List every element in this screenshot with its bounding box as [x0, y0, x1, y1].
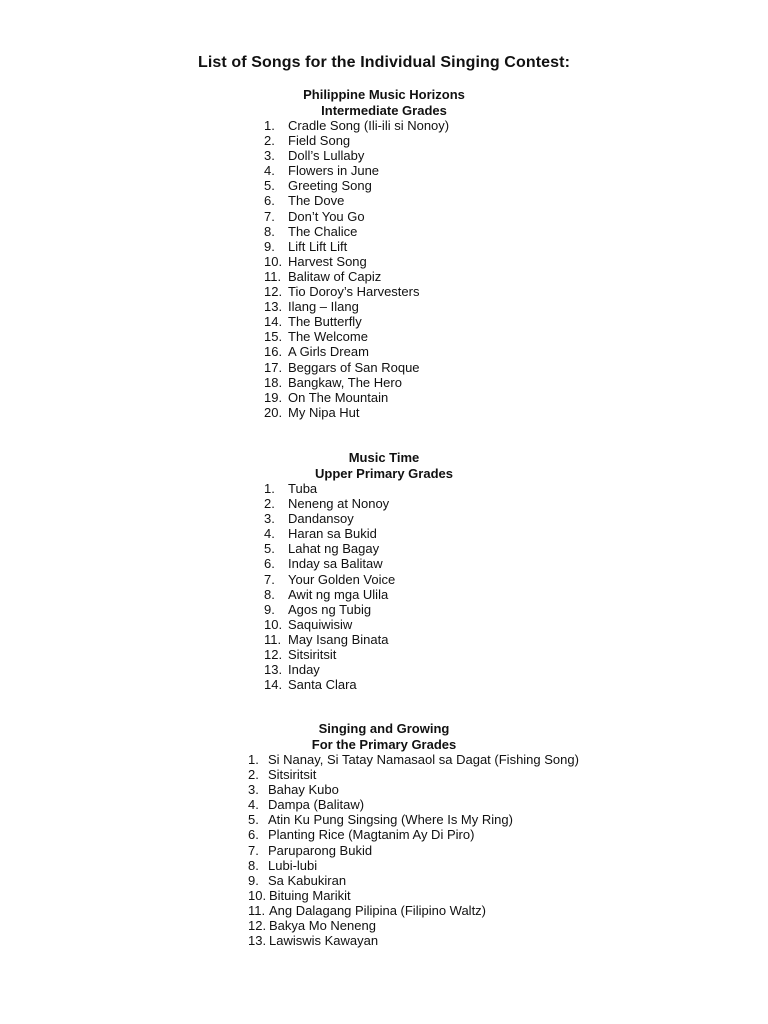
list-item-number: 3.	[264, 511, 275, 527]
list-item-number: 19.	[264, 389, 283, 405]
list-item-song-title: Field Song	[288, 133, 351, 149]
list-item-song-title: Awit ng mga Ulila	[288, 586, 389, 602]
list-item-song-title: My Nipa Hut	[288, 404, 360, 420]
list-item-number: 11.	[248, 902, 266, 918]
list-item-number: 12.	[248, 918, 267, 934]
song-list	[264, 118, 504, 420]
list-item	[264, 526, 504, 541]
list-item	[248, 782, 648, 797]
list-item-song-title: Bahay Kubo	[268, 782, 339, 798]
list-item	[264, 405, 504, 420]
list-item-number: 17.	[264, 359, 283, 375]
list-item-song-title: Cradle Song (Ili-ili si Nonoy)	[288, 118, 450, 133]
list-item-song-title: Si Nanay, Si Tatay Namasaol sa Dagat (Fishing Song)	[268, 752, 579, 767]
list-item-song-title: Beggars of San Roque	[288, 359, 420, 375]
list-item-song-title: Ang Dalagang Pilipina (Filipino Waltz)	[269, 902, 487, 918]
list-item-song-title: The Chalice	[288, 223, 358, 239]
list-item-song-title: Bituing Marikit	[269, 887, 351, 903]
list-item	[248, 903, 648, 918]
section-singing-and-growing	[248, 721, 648, 948]
list-item	[264, 118, 504, 133]
list-item	[264, 360, 504, 375]
list-item-song-title: Harvest Song	[288, 253, 367, 269]
list-item	[264, 541, 504, 556]
list-item-song-title: Santa Clara	[288, 677, 357, 693]
list-item-number: 1.	[264, 118, 275, 133]
section-heading-line2: Upper Primary Grades	[314, 465, 453, 481]
list-item	[264, 314, 504, 329]
list-item-song-title: Dandansoy	[288, 511, 354, 527]
list-item-number: 5.	[248, 812, 259, 828]
list-item-number: 13.	[248, 933, 267, 949]
list-item	[264, 390, 504, 405]
list-item-number: 8.	[248, 857, 259, 873]
list-item-number: 5.	[264, 178, 275, 194]
list-item-number: 2.	[248, 767, 259, 783]
list-item-song-title: Lahat ng Bagay	[288, 541, 380, 557]
list-item-song-title: Bakya Mo Neneng	[269, 918, 376, 934]
list-item-number: 18.	[264, 374, 283, 390]
list-item-number: 9.	[264, 238, 275, 254]
list-item	[264, 284, 504, 299]
list-item	[264, 344, 504, 359]
list-item-song-title: Atin Ku Pung Singsing (Where Is My Ring)	[268, 812, 513, 828]
list-item-song-title: Lubi-lubi	[268, 857, 318, 873]
list-item-number: 5.	[264, 541, 275, 557]
list-item-number: 6.	[248, 827, 259, 843]
list-item-number: 15.	[264, 329, 283, 345]
list-item	[264, 375, 504, 390]
list-item	[248, 752, 648, 767]
list-item-song-title: Saquiwisiw	[288, 616, 353, 632]
list-item-number: 7.	[264, 571, 275, 587]
list-item-number: 3.	[264, 148, 275, 164]
document-title: List of Songs for the Individual Singing Contest:	[198, 54, 570, 71]
list-item-number: 14.	[264, 677, 283, 693]
list-item-number: 8.	[264, 586, 275, 602]
list-item	[248, 843, 648, 858]
list-item-song-title: A Girls Dream	[288, 344, 369, 360]
list-item-number: 9.	[264, 601, 275, 617]
list-item-number: 12.	[264, 284, 283, 300]
list-item	[264, 239, 504, 254]
list-item-number: 6.	[264, 193, 275, 209]
list-item-song-title: Don’t You Go	[288, 208, 365, 224]
list-item-number: 1.	[248, 752, 259, 767]
section-music-time	[264, 450, 504, 692]
list-item-song-title: Tio Doroy’s Harvesters	[288, 284, 420, 300]
list-item-song-title: Doll’s Lullaby	[288, 148, 365, 164]
list-item-number: 14.	[264, 314, 283, 330]
list-item	[264, 496, 504, 511]
list-item	[264, 677, 504, 692]
list-item-song-title: May Isang Binata	[288, 631, 389, 647]
list-item-song-title: Balitaw of Capiz	[288, 268, 382, 284]
section-heading	[264, 87, 504, 118]
list-item-song-title: Inday sa Balitaw	[288, 556, 383, 572]
list-item	[264, 647, 504, 662]
list-item-song-title: The Welcome	[288, 329, 368, 345]
list-item	[248, 858, 648, 873]
list-item-number: 4.	[248, 797, 259, 813]
section-heading	[248, 721, 520, 752]
list-item-song-title: Paruparong Bukid	[268, 842, 373, 858]
list-item	[264, 178, 504, 193]
list-item-song-title: Neneng at Nonoy	[288, 496, 390, 512]
list-item	[264, 572, 504, 587]
list-item	[264, 511, 504, 526]
list-item	[264, 193, 504, 208]
list-item-song-title: On The Mountain	[288, 389, 389, 405]
list-item-number: 8.	[264, 223, 275, 239]
list-item	[264, 481, 504, 496]
list-item-number: 7.	[248, 842, 259, 858]
list-item-song-title: Agos ng Tubig	[288, 601, 372, 617]
section-heading	[264, 450, 504, 481]
list-item-number: 10.	[264, 253, 283, 269]
list-item	[264, 329, 504, 344]
list-item-song-title: Ilang – Ilang	[288, 299, 359, 315]
section-heading-line1: Philippine Music Horizons	[303, 87, 465, 102]
list-item-number: 13.	[264, 299, 283, 315]
list-item	[248, 888, 648, 903]
list-item	[264, 269, 504, 284]
list-item-song-title: Your Golden Voice	[288, 571, 396, 587]
list-item-song-title: Planting Rice (Magtanim Ay Di Piro)	[268, 827, 475, 843]
list-item	[264, 556, 504, 571]
list-item-song-title: Tuba	[288, 481, 318, 496]
list-item-number: 11.	[264, 631, 282, 647]
list-item-number: 10.	[264, 616, 283, 632]
list-item	[248, 873, 648, 888]
list-item	[248, 767, 648, 782]
list-item-song-title: Flowers in June	[288, 163, 380, 179]
list-item	[264, 209, 504, 224]
list-item-song-title: Dampa (Balitaw)	[268, 797, 365, 813]
list-item	[264, 133, 504, 148]
list-item	[248, 797, 648, 812]
list-item-number: 16.	[264, 344, 283, 360]
list-item-song-title: Greeting Song	[288, 178, 372, 194]
list-item-song-title: Lift Lift Lift	[288, 238, 348, 254]
list-item	[248, 918, 648, 933]
list-item	[264, 602, 504, 617]
list-item-number: 10.	[248, 887, 267, 903]
list-item-song-title: Haran sa Bukid	[288, 526, 377, 542]
song-list	[248, 752, 648, 948]
list-item	[248, 933, 648, 948]
section-heading-line2: Intermediate Grades	[321, 102, 447, 118]
section-heading-line2: For the Primary Grades	[311, 736, 457, 752]
list-item	[264, 299, 504, 314]
list-item-song-title: Sitsiritsit	[288, 647, 337, 663]
list-item-song-title: Bangkaw, The Hero	[288, 374, 402, 390]
list-item-number: 11.	[264, 268, 282, 284]
list-item	[264, 163, 504, 178]
list-item	[264, 632, 504, 647]
list-item	[264, 617, 504, 632]
list-item-number: 4.	[264, 163, 275, 179]
section-philippine-music-horizons	[264, 87, 504, 420]
list-item-number: 7.	[264, 208, 275, 224]
list-item	[248, 812, 648, 827]
section-heading-line1: Music Time	[348, 450, 420, 465]
list-item-number: 4.	[264, 526, 275, 542]
song-list	[264, 481, 504, 692]
list-item-number: 13.	[264, 662, 283, 678]
list-item	[264, 254, 504, 269]
list-item-song-title: The Butterfly	[288, 314, 362, 330]
list-item-song-title: Lawiswis Kawayan	[269, 933, 379, 949]
list-item-number: 9.	[248, 872, 259, 888]
section-heading-line1: Singing and Growing	[318, 721, 450, 736]
list-item	[248, 827, 648, 842]
list-item-number: 2.	[264, 496, 275, 512]
list-item-song-title: The Dove	[288, 193, 345, 209]
list-item-number: 20.	[264, 404, 283, 420]
list-item-number: 6.	[264, 556, 275, 572]
list-item-number: 1.	[264, 481, 275, 496]
list-item-song-title: Inday	[288, 662, 320, 678]
list-item	[264, 662, 504, 677]
list-item-number: 12.	[264, 647, 283, 663]
list-item-number: 2.	[264, 133, 275, 149]
list-item-song-title: Sa Kabukiran	[268, 872, 347, 888]
list-item	[264, 148, 504, 163]
list-item-number: 3.	[248, 782, 259, 798]
list-item	[264, 224, 504, 239]
list-item	[264, 587, 504, 602]
list-item-song-title: Sitsiritsit	[268, 767, 317, 783]
